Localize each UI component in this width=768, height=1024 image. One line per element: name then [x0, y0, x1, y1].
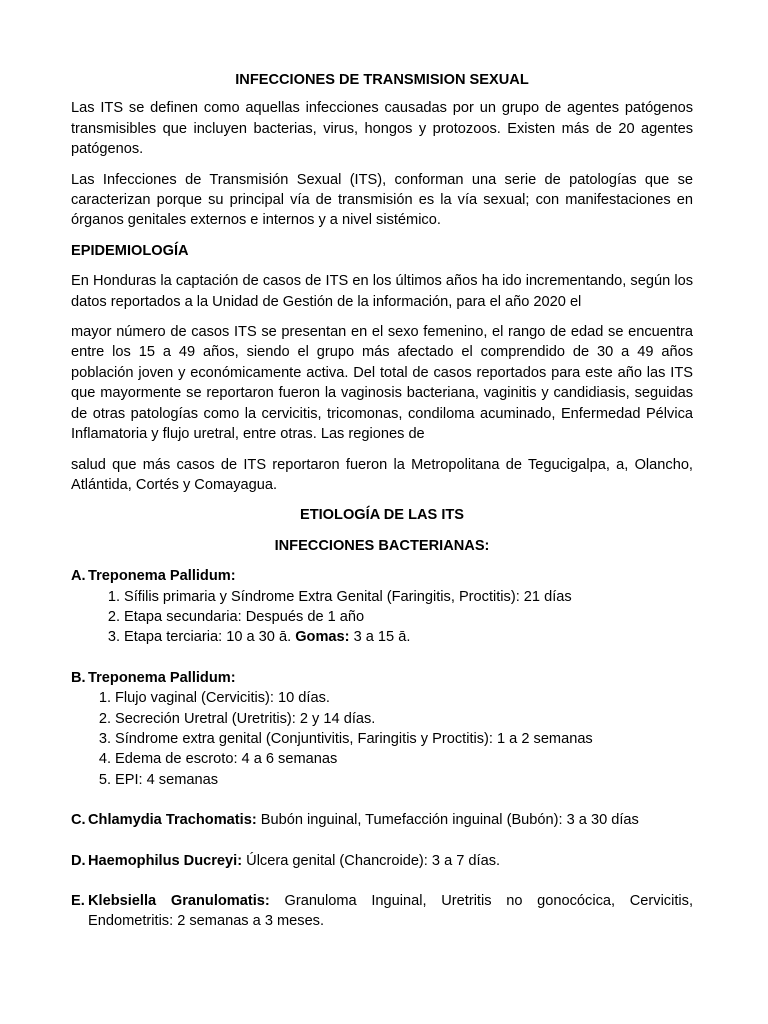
- section-a-heading: [71, 566, 693, 586]
- list-item-text: Etapa secundaria: Después de 1 año: [124, 608, 365, 625]
- section-a-list: [71, 587, 693, 648]
- list-item: [71, 587, 693, 607]
- list-item-number: 1.: [98, 690, 111, 707]
- list-item-text: EPI: 4 semanas: [115, 771, 219, 788]
- section-d-letter: D.: [71, 852, 86, 869]
- list-item-bold: Gomas:: [295, 629, 350, 646]
- list-item-text: Sífilis primaria y Síndrome Extra Genital (Faringitis, Proctitis): 21 días: [124, 588, 572, 605]
- section-e-letter: E.: [71, 893, 85, 909]
- section-d-text: Úlcera genital (Chancroide): 3 a 7 días.: [242, 852, 501, 869]
- section-a-letter: A.: [71, 568, 86, 585]
- section-e-name: Klebsiella Granulomatis:: [88, 893, 270, 909]
- epidemiology-paragraph-2: mayor número de casos ITS se presentan en el sexo femenino, el rango de edad se encuentra entre los 15 a 49 años, siendo el grupo más afectado el comprendido de 30 a 49 años población joven y económicamente activa. Del total de casos reportados para este año las ITS que mayormente se reportaron fueron la vaginosis bacteriana, vaginitis y candidiasis, seguidas de otras patologías como la cervicitis, tricomonas, condiloma acuminado, Enfermedad Pélvica Inflamatoria y flujo uretral, entre otras. Las regiones de: [71, 324, 693, 443]
- list-item: [71, 607, 693, 627]
- bacterial-infections-heading: INFECCIONES BACTERIANAS:: [274, 537, 490, 554]
- list-item: [71, 749, 693, 769]
- list-item-number: 2.: [98, 710, 111, 727]
- list-item-number: 1.: [107, 588, 120, 605]
- intro-paragraph-2: Las Infecciones de Transmisión Sexual (ITS), conforman una serie de patologías que se caracterizan porque su principal vía de transmisión es la vía sexual; con manifestaciones en órganos genitales externos e internos y a nivel sistémico.: [71, 171, 693, 229]
- list-item: [71, 627, 693, 647]
- list-item-text: Edema de escroto: 4 a 6 semanas: [115, 751, 338, 768]
- section-d-name: Haemophilus Ducreyi:: [88, 852, 243, 869]
- list-item: [71, 688, 693, 708]
- epidemiology-heading: EPIDEMIOLOGÍA: [71, 242, 189, 259]
- section-b-name: Treponema Pallidum:: [88, 669, 236, 686]
- list-item-text: Etapa terciaria: 10 a 30 ā.: [124, 629, 296, 646]
- list-item-number: 4.: [98, 751, 111, 768]
- section-c-name: Chlamydia Trachomatis:: [88, 812, 257, 829]
- list-item-number: 3.: [98, 730, 111, 747]
- section-a-name: Treponema Pallidum:: [88, 568, 236, 585]
- etiology-heading: ETIOLOGÍA DE LAS ITS: [299, 507, 465, 524]
- list-item-number: 3.: [107, 629, 120, 646]
- section-c-text: Bubón inguinal, Tumefacción inguinal (Bubón): 3 a 30 días: [256, 812, 639, 829]
- section-e: [71, 891, 693, 932]
- section-d: [71, 851, 693, 871]
- epidemiology-paragraph-1: En Honduras la captación de casos de ITS en los últimos años ha ido incrementando, según los datos reportados a la Unidad de Gestión de la información, para el año 2020 el: [71, 273, 693, 310]
- section-e-text: Granuloma Inguinal, Uretritis no gonocócica, Cervicitis, Endometritis: 2 semanas a 3 meses.: [88, 893, 693, 930]
- section-b-heading: [71, 668, 693, 688]
- section-c-letter: C.: [71, 812, 86, 829]
- section-b-list: [71, 688, 693, 790]
- list-item-text: Síndrome extra genital (Conjuntivitis, Faringitis y Proctitis): 1 a 2 semanas: [115, 730, 593, 747]
- list-item-text: 3 a 15 ā.: [349, 629, 411, 646]
- list-item-number: 2.: [107, 608, 120, 625]
- section-b-letter: B.: [71, 669, 86, 686]
- list-item-text: Secreción Uretral (Uretritis): 2 y 14 días.: [115, 710, 376, 727]
- list-item-text: Flujo vaginal (Cervicitis): 10 días.: [115, 690, 330, 707]
- intro-paragraph-1: Las ITS se definen como aquellas infecciones causadas por un grupo de agentes patógenos transmisibles que incluyen bacterias, virus, hongos y protozoos. Existen más de 20 agentes patógenos.: [71, 100, 693, 158]
- document-content: [71, 70, 693, 932]
- list-item-number: 5.: [98, 771, 111, 788]
- list-item: [71, 770, 693, 790]
- list-item: [71, 709, 693, 729]
- list-item: [71, 729, 693, 749]
- epidemiology-paragraph-3: salud que más casos de ITS reportaron fueron la Metropolitana de Tegucigalpa, a, Olancho, Atlántida, Cortés y Comayagua.: [71, 456, 693, 493]
- document-title: INFECCIONES DE TRANSMISION SEXUAL: [235, 72, 529, 88]
- section-c: [71, 810, 693, 830]
